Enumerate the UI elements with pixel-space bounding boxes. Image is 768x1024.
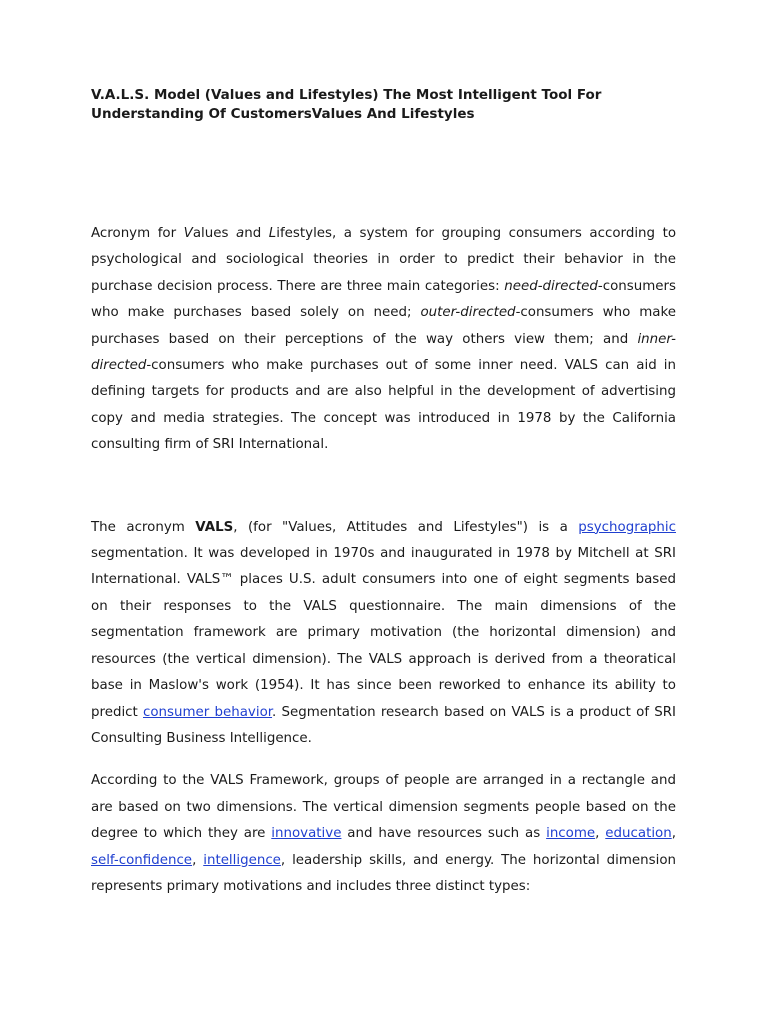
text-run: -consumers who make purchases based on their perceptions of the way others view them; and — [91, 305, 676, 347]
text-run: , — [671, 826, 676, 842]
link-psychographic[interactable]: psychographic — [578, 519, 676, 535]
italic-letter: V — [183, 226, 193, 241]
text-run: and have resources such as — [341, 826, 547, 842]
link-self-confidence[interactable]: self-confidence — [91, 852, 193, 868]
italic-letter: L — [268, 226, 277, 241]
text-run: . Segmentation research based on VALS is a product of SRI Consulting Business Intelligence. — [91, 704, 676, 746]
link-intelligence[interactable]: intelligence — [203, 852, 281, 868]
text-run: , — [192, 852, 204, 868]
text-run: According to the VALS Framework, groups of people are arranged in a rectangle and are based on two dimensions. The vertical dimension segments people based on the degree to which they are — [91, 773, 676, 842]
text-run: -consumers who make purchases based solely on need; — [91, 278, 676, 321]
term-need-directed: need-directed — [504, 278, 598, 294]
text-run: The acronym — [91, 519, 196, 535]
document-title: V.A.L.S. Model (Values and Lifestyles) The Most Intelligent Tool For Understanding Of CustomersValues And Lifestyles — [91, 87, 602, 122]
text-run: Acronym for — [91, 226, 184, 241]
paragraph-vals-acronym — [91, 221, 676, 459]
link-innovative[interactable]: innovative — [271, 826, 342, 842]
term-outer-directed: outer-directed — [420, 305, 516, 321]
paragraph-vals-framework — [91, 768, 676, 900]
text-run: nd — [244, 226, 269, 241]
text-run: , leadership skills, and energy. The horizontal dimension represents primary motivations and includes three distinct types: — [91, 852, 676, 894]
text-run: , (for "Values, Attitudes and Lifestyles") is a — [233, 519, 579, 535]
paragraph-vals-segmentation — [91, 515, 676, 753]
link-income[interactable]: income — [546, 826, 596, 842]
link-education[interactable]: education — [605, 826, 672, 842]
document-page — [91, 86, 676, 900]
text-run: alues — [192, 226, 237, 241]
link-consumer-behavior[interactable]: consumer behavior — [143, 704, 273, 720]
italic-letter: a — [236, 226, 245, 241]
term-vals: VALS — [195, 519, 234, 535]
term-inner-directed: inner-directed — [91, 331, 676, 374]
text-run: , — [595, 826, 606, 842]
text-run: segmentation. It was developed in 1970s and inaugurated in 1978 by Mitchell at SRI International. VALS™ places U.S. adult consumers into one of eight segments based on their responses to the VALS questionnaire. The main dimensions of the segmentation framework are primary motivation (the horizontal dimension) and resources (the vertical dimension). The VALS approach is derived from a theoratical base in Maslow's work (1954). It has since been reworked to enhance its ability to predict — [91, 546, 676, 720]
text-run: -consumers who make purchases out of some inner need. VALS can aid in defining targets for products and are also helpful in the development of advertising copy and media strategies. The concept was introduced in 1978 by the California consulting firm of SRI International. — [91, 358, 676, 453]
text-run: ifestyles, a system for grouping consumers according to psychological and sociological theories in order to predict their behavior in the purchase decision process. There are three main categories: — [91, 226, 677, 294]
